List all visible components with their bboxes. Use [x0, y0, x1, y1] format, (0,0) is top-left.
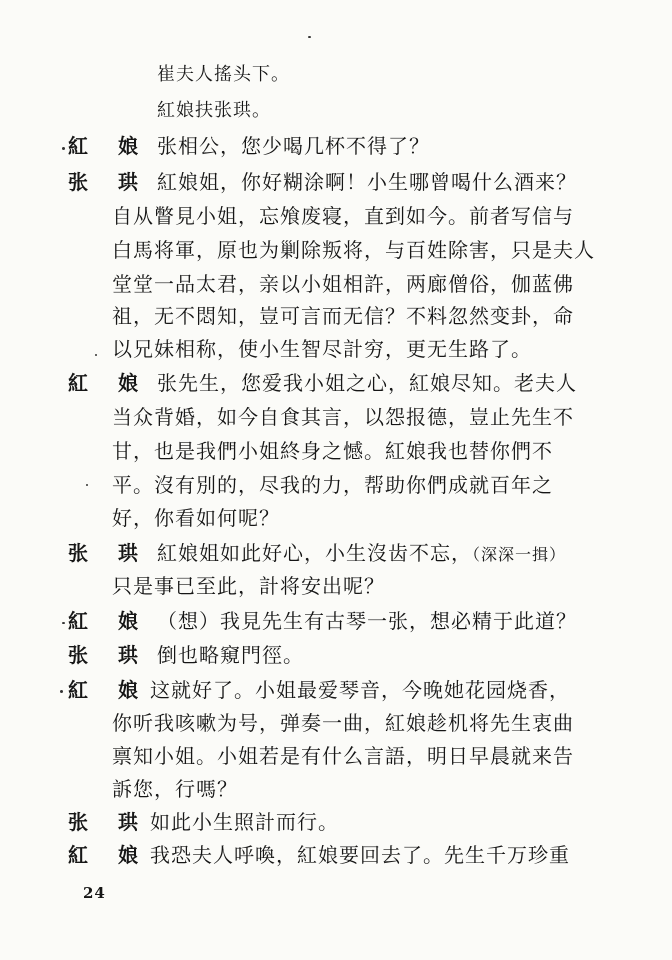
speaker-name: 张 珙: [68, 541, 138, 565]
dialogue-line: 我恐夫人呼喚，紅娘要回去了。先生千万珍重: [150, 843, 570, 867]
speaker-name: 紅 娘: [68, 609, 138, 633]
speaker-name: 紅 娘: [68, 843, 138, 867]
speaker-name: 紅 娘: [68, 134, 138, 158]
dialogue-line: 甘，也是我們小姐終身之憾。紅娘我也替你們不: [112, 439, 553, 463]
dialogue-line: 如此小生照計而行。: [150, 810, 339, 834]
scan-speck: [95, 354, 97, 356]
speaker-name: 张 珙: [68, 170, 138, 194]
speaker-name: 紅 娘: [68, 678, 138, 702]
dialogue-line: 这就好了。小姐最爱琴音，今晚她花园烧香，: [150, 678, 570, 702]
scan-speck: [308, 36, 311, 38]
dialogue-line: 堂堂一品太君，亲以小姐相許，两廊僧俗，伽蓝佛: [112, 272, 574, 296]
speaker-name: 张 珙: [68, 643, 138, 667]
stage-direction: 崔夫人搖头下。: [157, 64, 290, 85]
dialogue-line: 紅娘姐如此好心，小生沒齿不忘，（深深一揖）: [157, 541, 567, 565]
dialogue-line: 以兄妹相称，使小生智尽計穷，更无生路了。: [112, 337, 532, 361]
page-number: 24: [83, 884, 106, 902]
dialogue-line: 紅娘姐，你好糊涂啊！小生哪曾喝什么酒来？: [157, 170, 577, 194]
dialogue-line: 禀知小姐。小姐若是有什么言語，明日早晨就来告: [112, 744, 574, 768]
scan-speck: [62, 147, 65, 150]
dialogue-line: 訴您，行嗎？: [112, 777, 238, 801]
dialogue-line: 平。沒有別的，尽我的力，帮助你們成就百年之: [112, 473, 553, 497]
dialogue-line: 只是事已至此，計将安出呢？: [112, 574, 385, 598]
dialogue-line: 当众背婚，如今自食其言，以怨报德，豈止先生不: [112, 405, 574, 429]
scan-speck: [86, 484, 88, 486]
scan-speck: [62, 622, 65, 624]
dialogue-line: （想）我見先生有古琴一张，想必精于此道？: [157, 609, 577, 633]
dialogue-line: 自从瞥見小姐，忘飧废寝，直到如今。前者写信与: [112, 204, 574, 228]
dialogue-line: 好，你看如何呢？: [112, 506, 280, 530]
dialogue-line: 白馬将軍，原也为剿除叛将，与百姓除害，只是夫人: [112, 238, 595, 262]
scan-speck: [60, 690, 63, 693]
dialogue-line: 祖，无不悶知，豈可言而无信？不料忽然变卦，命: [112, 304, 574, 328]
dialogue-line: 张先生，您爱我小姐之心，紅娘尽知。老夫人: [157, 371, 577, 395]
dialogue-line: 张相公，您少喝几杯不得了？: [157, 134, 430, 158]
stage-aside: （深深一揖）: [472, 545, 567, 564]
speaker-name: 紅 娘: [68, 371, 138, 395]
dialogue-line: 你听我咳嗽为号，弹奏一曲，紅娘趁机将先生衷曲: [112, 711, 574, 735]
dialogue-line: 倒也略窺門徑。: [157, 643, 304, 667]
stage-direction: 紅娘扶张珙。: [157, 100, 271, 121]
speaker-name: 张 珙: [68, 810, 138, 834]
